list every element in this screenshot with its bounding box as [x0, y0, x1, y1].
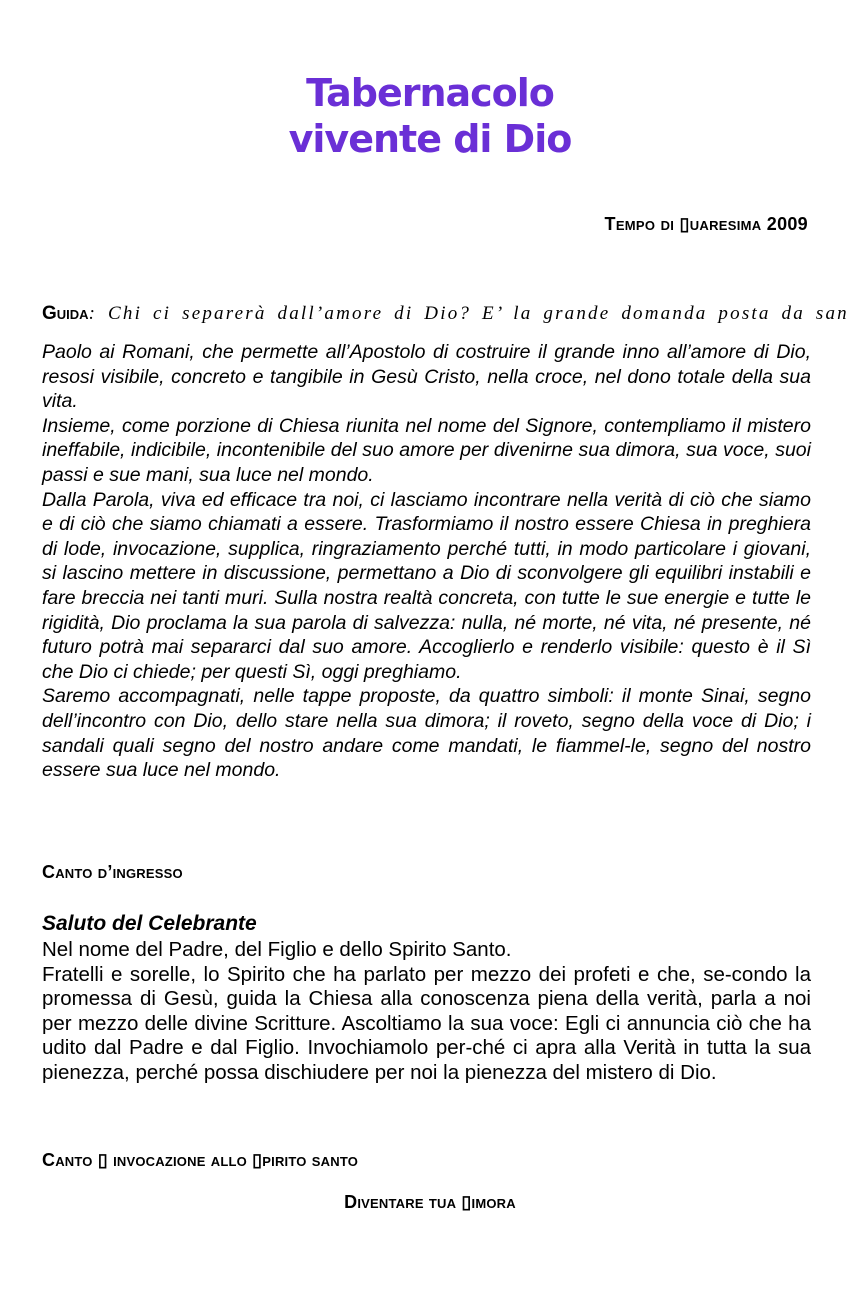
guida-first-text: Chi ci separerà dall’amore di Dio? E’ la grande domanda posta da san	[108, 303, 849, 324]
guida-paragraph: Saremo accompagnati, nelle tappe proposte, da quattro simboli: il monte Sinai, segno dell’incontro con Dio, dello stare nella sua dimora; il roveto, segno della voce di Dio; i sandali quali segno del nostro andare come mandati, le fiammel-le, segno del nostro essere sua luce nel mondo.	[42, 685, 811, 782]
guida-label: Guida	[42, 303, 89, 324]
canto-invocazione-heading: Canto ▯ invocazione allo ▯pirito santo	[42, 1150, 359, 1170]
guida-body	[42, 340, 811, 783]
diventare-heading: Diventare tua ▯imora	[344, 1192, 516, 1212]
document-title	[0, 70, 860, 162]
season-heading: Tempo di ▯uaresima 2009	[604, 214, 808, 234]
guida-paragraph: Insieme, come porzione di Chiesa riunita nel nome del Signore, contempliamo il mistero ineffabile, indicibile, incontenibile del suo amore per divenirne sua dimora, sua voce, suoi passi e sue mani, sua luce nel mondo.	[42, 414, 811, 486]
guida-paragraph: Paolo ai Romani, che permette all’Apostolo di costruire il grande inno all’amore di Dio, resosi visibile, concreto e tangibile in Gesù Cristo, nella croce, nel dono totale della sua vita.	[42, 341, 811, 413]
guida-separator: :	[88, 303, 109, 324]
saluto-body	[42, 938, 811, 1086]
saluto-paragraph: Nel nome del Padre, del Figlio e dello Spirito Santo.	[42, 938, 512, 961]
guida-paragraph: Dalla Parola, viva ed efficace tra noi, ci lasciamo incontrare nella verità di ciò che siamo e di ciò che siamo chiamati a essere. Trasformiamo il nostro essere Chiesa in preghiera di lode, invocazione, supplica, ringraziamento perché tutti, in modo particolare i giovani, si lascino mettere in discussione, permettano a Dio di sconvolgere gli equilibri instabili e fare breccia nei tanti muri. Sulla nostra realtà concreta, con tutte le sue energie e tutte le rigidità, Dio proclama la sua parola di salvezza: nulla, né morte, né vita, né presente, né futuro potrà mai separarci dal suo amore. Accoglierlo e renderlo visibile: questo è il Sì che Dio ci chiede; per questi Sì, oggi preghiamo.	[42, 488, 811, 683]
title-line-1: Tabernacolo	[306, 71, 554, 115]
title-line-2: vivente di Dio	[288, 117, 572, 161]
saluto-paragraph: Fratelli e sorelle, lo Spirito che ha parlato per mezzo dei profeti e che, se-condo la promessa di Gesù, guida la Chiesa alla conoscenza piena della verità, parla a noi per mezzo delle divine Scritture. Ascoltiamo la sua voce: Egli ci annuncia ciò che ha udito dal Padre e dal Figlio. Invochiamolo per-ché ci apra alla Verità in tutta la sua pienezza, perché possa dischiudere per noi la pienezza del mistero di Dio.	[42, 962, 811, 1084]
guida-first-line	[42, 303, 849, 325]
saluto-title: Saluto del Celebrante	[42, 912, 257, 935]
canto-ingresso-heading: Canto d’ingresso	[42, 862, 183, 882]
